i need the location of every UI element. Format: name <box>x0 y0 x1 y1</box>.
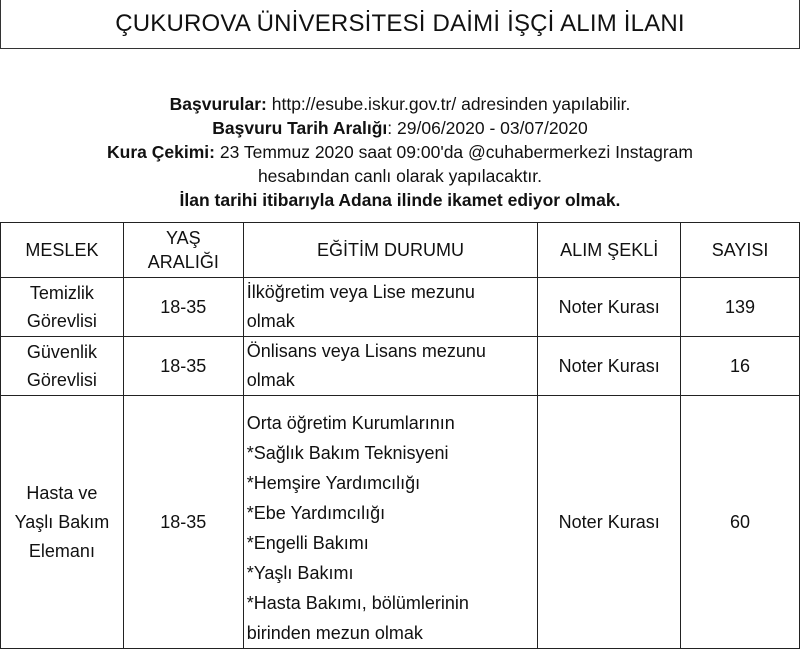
cell-sayisi: 139 <box>681 278 800 337</box>
cell-meslek <box>1 337 124 396</box>
apply-line <box>0 92 800 116</box>
dates-text: : 29/06/2020 - 03/07/2020 <box>387 118 588 138</box>
residence-text: İlan tarihi itibarıyla Adana ilinde ikamet ediyor olmak. <box>179 190 621 210</box>
cell-alim: Noter Kurası <box>538 337 681 396</box>
cell-yas: 18-35 <box>123 278 243 337</box>
egitim-line: *Hasta Bakımı, bölümlerinin <box>246 593 469 613</box>
table-header-row <box>1 223 800 278</box>
cell-yas: 18-35 <box>123 396 243 649</box>
header-yas-line-1: YAŞ <box>165 228 201 248</box>
table-row <box>1 278 800 337</box>
egitim-line: Önlisans veya Lisans mezunu <box>246 341 486 361</box>
cell-sayisi: 16 <box>681 337 800 396</box>
egitim-line: İlköğretim veya Lise mezunu <box>246 282 475 302</box>
egitim-line: *Hemşire Yardımcılığı <box>246 473 421 493</box>
meslek-line: Temizlik <box>29 283 94 303</box>
draw-text-1: 23 Temmuz 2020 saat 09:00'da @cuhabermerkezi Instagram <box>214 142 693 162</box>
cell-alim: Noter Kurası <box>538 278 681 337</box>
page-title <box>0 0 800 49</box>
cell-sayisi: 60 <box>681 396 800 649</box>
apply-label: Başvurular: <box>169 94 267 114</box>
egitim-line: *Sağlık Bakım Teknisyeni <box>246 443 449 463</box>
header-egitim: EĞİTİM DURUMU <box>243 223 538 278</box>
egitim-line: birinden mezun olmak <box>246 623 423 643</box>
draw-line <box>0 140 800 164</box>
page-title-text: ÇUKUROVA ÜNİVERSİTESİ DAİMİ İŞÇİ ALIM İLANI <box>115 10 685 37</box>
job-table <box>0 222 800 649</box>
header-sayisi: SAYISI <box>681 223 800 278</box>
apply-text: http://esube.iskur.gov.tr/ adresinden yapılabilir. <box>266 94 631 114</box>
egitim-line: olmak <box>246 370 295 390</box>
header-yas <box>123 223 243 278</box>
draw-line-2 <box>0 164 800 188</box>
cell-egitim <box>243 337 538 396</box>
egitim-line: *Yaşlı Bakımı <box>246 563 354 583</box>
cell-meslek <box>1 396 124 649</box>
cell-egitim <box>243 278 538 337</box>
header-yas-line-2: ARALIĞI <box>147 252 219 272</box>
dates-line <box>0 116 800 140</box>
dates-label: Başvuru Tarih Aralığı <box>212 118 388 138</box>
egitim-line: *Engelli Bakımı <box>246 533 369 553</box>
header-meslek: MESLEK <box>1 223 124 278</box>
egitim-line: olmak <box>246 311 295 331</box>
cell-egitim <box>243 396 538 649</box>
meslek-line: Hasta ve <box>26 482 98 503</box>
table-row <box>1 396 800 649</box>
cell-alim: Noter Kurası <box>538 396 681 649</box>
meslek-line: Güvenlik <box>26 342 97 362</box>
draw-text-2: hesabından canlı olarak yapılacaktır. <box>257 166 543 186</box>
meslek-line: Görevlisi <box>26 311 97 331</box>
meslek-line: Görevlisi <box>26 370 97 390</box>
meslek-line: Elemanı <box>28 540 95 561</box>
draw-label: Kura Çekimi: <box>107 142 215 162</box>
cell-yas: 18-35 <box>123 337 243 396</box>
egitim-line: Orta öğretim Kurumlarının <box>246 413 455 433</box>
header-alim: ALIM ŞEKLİ <box>538 223 681 278</box>
residence-line <box>0 188 800 212</box>
table-row <box>1 337 800 396</box>
cell-meslek <box>1 278 124 337</box>
meslek-line: Yaşlı Bakım <box>14 511 110 532</box>
announcement-info <box>0 92 800 212</box>
egitim-line: *Ebe Yardımcılığı <box>246 503 386 523</box>
